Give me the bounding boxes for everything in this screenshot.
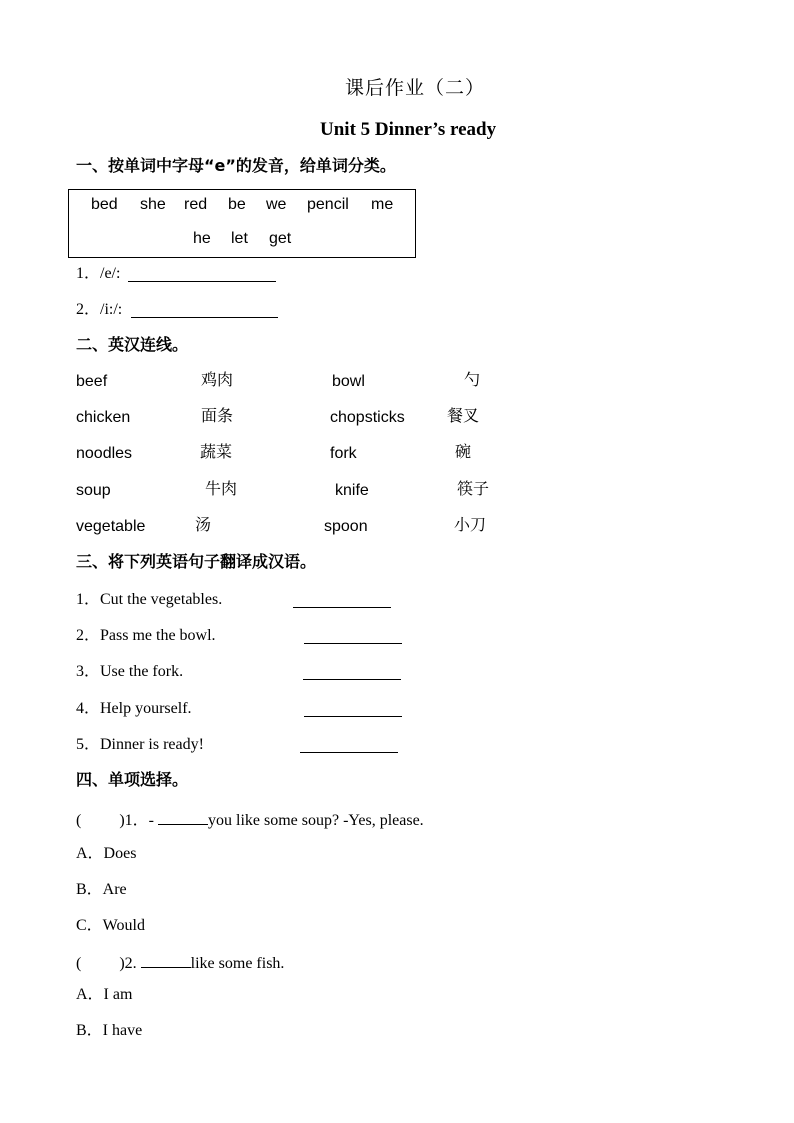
match-en-left: vegetable [76,518,146,535]
word-item: he [193,230,211,247]
answer-blank[interactable] [128,281,276,282]
option-b[interactable]: B．Are [76,881,127,898]
option-a[interactable]: A．Does [76,845,137,862]
match-en-left: beef [76,373,108,390]
word-item: be [228,196,246,213]
page-title: 课后作业（二） [345,77,486,99]
match-cn-left: 面条 [201,406,234,425]
classify-label: 2．/i:/: [76,301,123,318]
match-en-right: spoon [324,518,368,535]
word-item: she [140,196,166,213]
translate-blank[interactable] [303,679,401,680]
word-item: let [231,230,248,247]
match-cn-right: 小刀 [454,515,487,534]
match-cn-right: 餐叉 [447,406,480,425]
translate-item: 1．Cut the vegetables. [76,591,223,608]
match-en-right: bowl [332,373,365,390]
translate-blank[interactable] [304,643,402,644]
question-stem: like some fish. [190,955,285,972]
section1-heading: 一、按单词中字母“e”的发音，给单词分类。 [76,156,396,175]
match-en-right: knife [335,482,369,499]
match-cn-left: 汤 [195,515,212,534]
question-number: )2. [119,955,137,972]
match-cn-right: 筷子 [457,479,490,498]
match-cn-right: 碗 [455,442,472,461]
section2-heading: 二、英汉连线。 [76,335,189,354]
classify-item-i [76,302,122,318]
translate-blank[interactable] [304,716,402,717]
question-blank[interactable] [158,810,208,825]
match-en-left: chicken [76,409,131,426]
word-box [68,189,416,258]
answer-blank[interactable] [131,317,278,318]
option-c[interactable]: C．Would [76,917,145,934]
word-item: pencil [307,196,349,213]
translate-item: 3．Use the fork. [76,663,184,680]
match-en-right: chopsticks [330,409,405,426]
section3-heading: 三、将下列英语句子翻译成汉语。 [76,552,317,571]
match-cn-left: 鸡肉 [201,370,234,389]
question-blank[interactable] [141,953,191,968]
translate-item: 2．Pass me the bowl. [76,627,216,644]
option-b[interactable]: B．I have [76,1022,143,1039]
word-item: we [266,196,287,213]
answer-paren: ( [76,955,82,972]
question-2 [76,953,284,972]
word-item: me [371,196,394,213]
match-cn-left: 蔬菜 [200,442,233,461]
word-item: red [184,196,208,213]
translate-blank[interactable] [293,607,391,608]
translate-item: 5．Dinner is ready! [76,736,204,753]
match-en-left: soup [76,482,111,499]
translate-item: 4．Help yourself. [76,700,192,717]
match-cn-left: 牛肉 [205,479,238,498]
word-item: get [269,230,292,247]
classify-label: 1．/e/: [76,265,121,282]
section4-heading: 四、单项选择。 [76,770,189,789]
question-number: )1．- [119,812,154,829]
match-cn-right: 勺 [464,370,481,389]
question-1 [76,810,424,829]
page-subtitle: Unit 5 Dinner’s ready [320,119,497,140]
option-a[interactable]: A．I am [76,986,133,1003]
word-item: bed [91,196,118,213]
question-stem: you like some soup? -Yes, please. [208,812,424,829]
translate-blank[interactable] [300,752,398,753]
match-en-right: fork [330,445,357,462]
match-en-left: noodles [76,445,133,462]
answer-paren: ( [76,812,82,829]
classify-item-e [76,266,120,282]
